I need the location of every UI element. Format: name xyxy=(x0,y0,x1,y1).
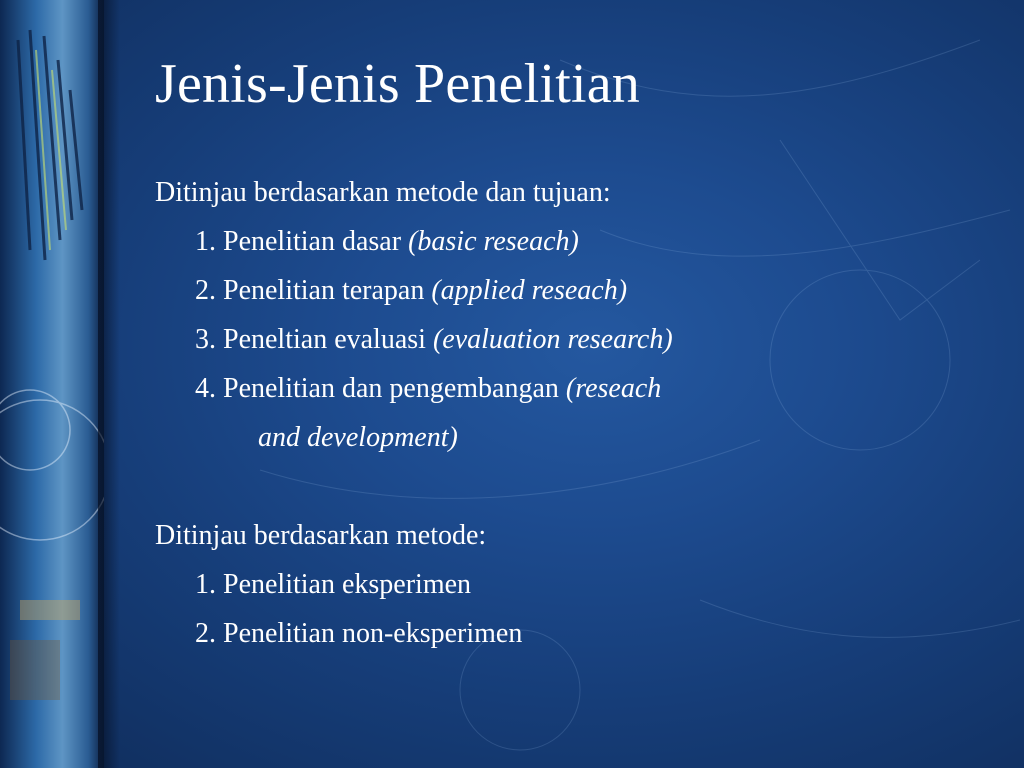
list-item-text: 3. Peneltian evaluasi xyxy=(195,324,433,355)
strip-shadow xyxy=(98,0,120,768)
list-item-text: 1. Penelitian dasar xyxy=(195,226,409,257)
list-item-text: 2. Penelitian terapan xyxy=(195,275,432,306)
list-item-english: (applied reseach) xyxy=(431,275,628,306)
list-item-text: 4. Penelitian dan pengembangan xyxy=(195,373,566,404)
strip-graphic xyxy=(0,0,104,768)
list-item-english: (basic reseach) xyxy=(408,226,579,257)
list-item xyxy=(155,315,995,364)
section-heading-2: Ditinjau berdasarkan metode: xyxy=(155,520,487,551)
section-heading-1: Ditinjau berdasarkan metode dan tujuan: xyxy=(155,177,611,208)
list-item xyxy=(155,364,995,413)
section-spacer xyxy=(155,462,995,511)
list-item-continuation: and development) xyxy=(258,422,458,453)
list-item xyxy=(155,217,995,266)
slide-title: Jenis-Jenis Penelitian xyxy=(155,53,640,115)
list-item: 1. Penelitian eksperimen xyxy=(195,569,472,600)
decorative-side-strip xyxy=(0,0,104,768)
list-item: 2. Penelitian non-eksperimen xyxy=(195,618,523,649)
list-item-english: (evaluation research) xyxy=(432,324,673,355)
slide-body xyxy=(155,168,995,658)
list-item-english: (reseach xyxy=(565,373,662,404)
list-item xyxy=(155,266,995,315)
